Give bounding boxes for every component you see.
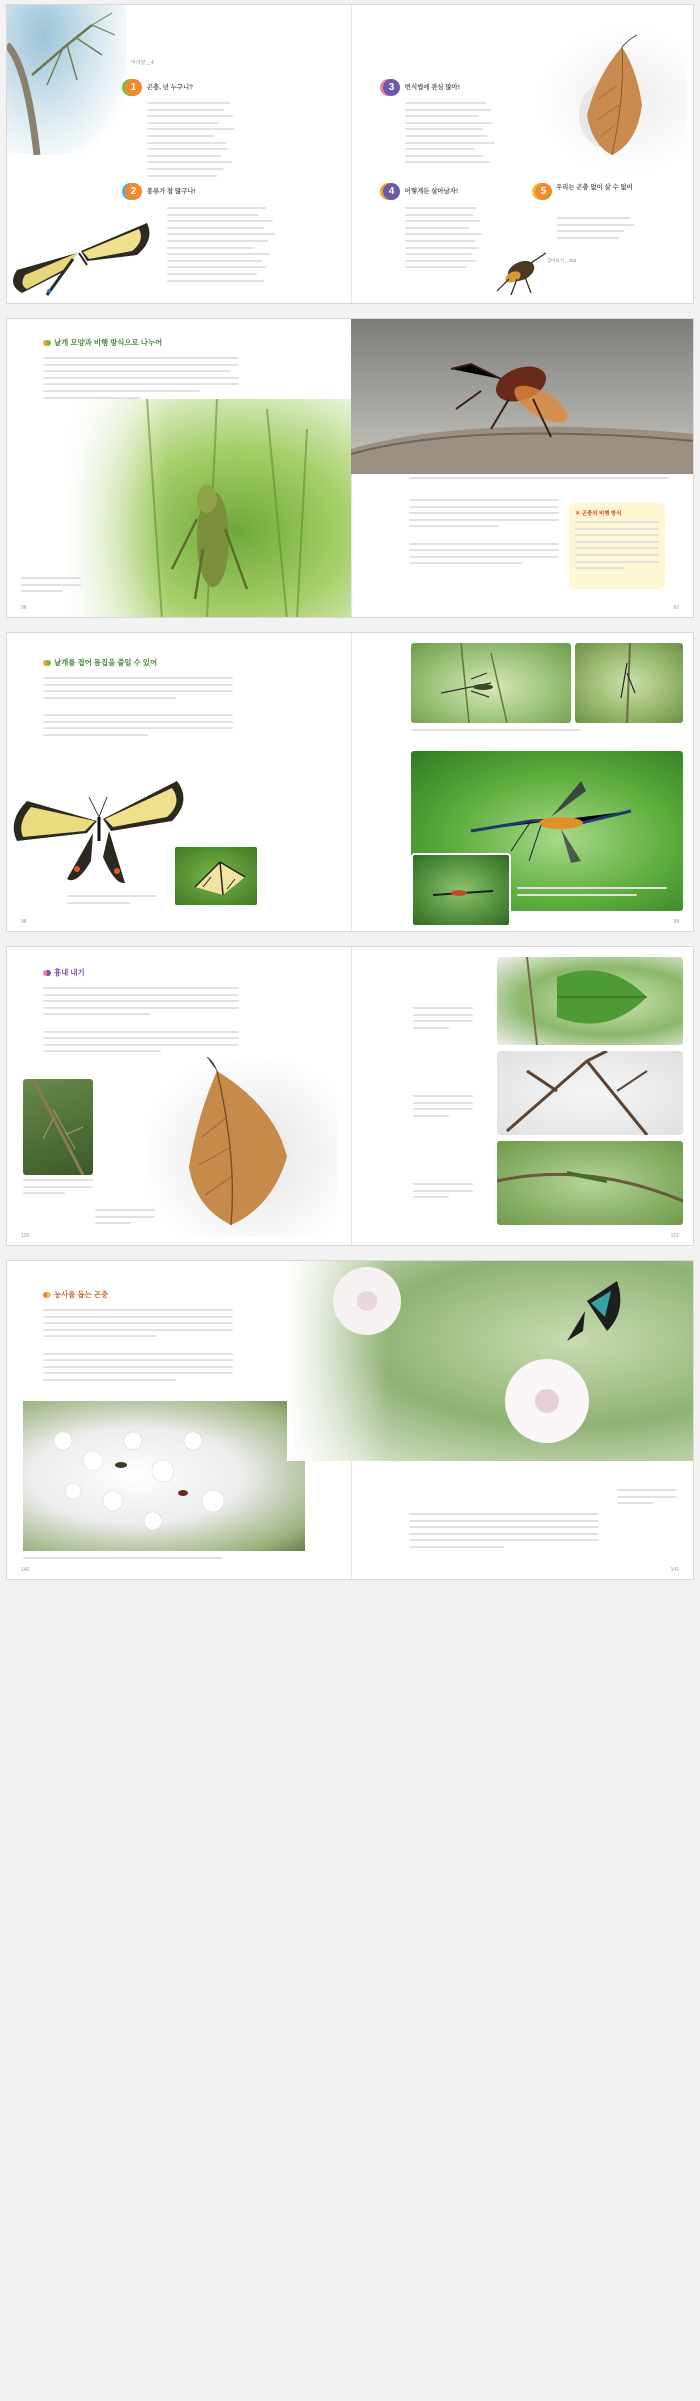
dead-leaf-butterfly-photo — [537, 25, 687, 175]
section-3-title[interactable] — [383, 79, 460, 96]
page-number-left: 140 — [21, 1567, 30, 1573]
mantis-photo — [7, 5, 127, 155]
section-5-badge: 5 — [535, 183, 552, 200]
leaf-butterfly-photo — [147, 1057, 337, 1237]
thistle-butterfly-photo — [287, 1261, 694, 1461]
page-number-right: 99 — [673, 919, 679, 925]
stick-insect-caption — [23, 1179, 93, 1199]
section-3-label: 번식법에 관심 많아! — [404, 84, 460, 92]
section-1-title[interactable] — [125, 79, 193, 96]
section-1-entries — [147, 102, 237, 181]
spread3-body-left — [43, 677, 233, 740]
branch-insect-photo — [497, 1051, 683, 1135]
page-number-right: 97 — [673, 605, 679, 611]
stick-insect-photo — [23, 1079, 93, 1175]
heading-marker — [43, 970, 51, 976]
leaf-katydid-photo — [497, 957, 683, 1045]
swallowtail-butterfly-photo — [7, 215, 157, 300]
page-number-left: 98 — [21, 919, 27, 925]
beetle-caption — [409, 477, 669, 484]
swallowtail-closed-photo — [173, 845, 259, 907]
wasp-caption — [517, 887, 667, 900]
section-5-label: 우리는 곤충 없이 살 수 없어 — [556, 184, 633, 191]
sidebar-text — [575, 521, 659, 569]
damselfly-photo-2 — [575, 643, 683, 723]
section-2-entries — [167, 207, 277, 286]
spread-flight — [6, 318, 694, 618]
spread5-heading-text: 농사를 돕는 곤충 — [54, 1290, 109, 1299]
spread5-body-left — [43, 1309, 233, 1386]
heading-marker — [43, 660, 51, 666]
spread5-heading — [43, 1289, 108, 1300]
leaf-butterfly-caption — [95, 1209, 155, 1229]
page-number-right: 141 — [670, 1567, 679, 1573]
section-2-badge: 2 — [125, 183, 142, 200]
section-5-title[interactable] — [535, 183, 665, 200]
gutter — [351, 5, 352, 303]
spread-contents — [6, 4, 694, 304]
spread4-heading — [43, 967, 85, 978]
spread2-body-right — [409, 499, 559, 569]
gutter — [351, 633, 352, 931]
toc-small-label — [35, 17, 36, 24]
swallowtail-open-photo — [7, 761, 197, 891]
spread5-body-right — [409, 1513, 599, 1553]
flower-cluster-photo — [23, 1401, 305, 1551]
heading-marker — [43, 340, 51, 346]
beetle-photo — [491, 243, 551, 299]
wasp-small-photo — [411, 853, 511, 927]
flower-caption — [23, 1557, 223, 1564]
sidebar-icon: ✽ — [575, 511, 582, 517]
section-3-entries — [405, 102, 497, 168]
spread-folding-wings — [6, 632, 694, 932]
section-5-entries — [557, 217, 637, 243]
spread4-heading-text: 흉내 내기 — [54, 968, 85, 977]
page-number-left: 120 — [21, 1233, 30, 1239]
section-4-badge: 4 — [383, 183, 400, 200]
spread-agriculture — [6, 1260, 694, 1580]
grasshopper-photo — [67, 399, 351, 618]
damselfly-caption — [411, 729, 581, 736]
caterpillar-photo — [497, 1141, 683, 1225]
spread2-heading-text: 날개 모양과 비행 방식으로 나누어 — [54, 338, 163, 347]
branch-insect-caption — [413, 1095, 473, 1121]
section-4-entries — [405, 207, 485, 273]
spread2-heading — [43, 337, 162, 348]
thistle-caption — [617, 1489, 677, 1509]
leaf-katydid-caption — [413, 1007, 473, 1033]
page-number-left: 96 — [21, 605, 27, 611]
section-1-label: 곤충, 넌 누구니? — [146, 84, 194, 92]
toc-intro[interactable]: 머리말 _ 4 — [131, 60, 154, 66]
section-2-title[interactable] — [125, 183, 196, 200]
section-3-badge: 3 — [383, 79, 400, 96]
section-2-label: 종류가 참 많구나! — [146, 188, 196, 196]
grasshopper-caption — [21, 577, 81, 597]
spread3-heading-text: 날개를 접어 몸집을 줄일 수 있어 — [54, 658, 158, 667]
spread-mimicry — [6, 946, 694, 1246]
spread4-body-left — [43, 987, 239, 1057]
flight-sidebar-box — [569, 503, 665, 589]
sidebar-title: ✽ 곤충의 비행 방식 — [575, 511, 622, 517]
page-number-right: 121 — [670, 1233, 679, 1239]
damselfly-photo-1 — [411, 643, 571, 723]
heading-marker — [43, 1292, 51, 1298]
swallowtail-caption — [67, 895, 157, 908]
caterpillar-caption — [413, 1183, 473, 1203]
spread2-body-left — [43, 357, 239, 403]
section-4-title[interactable] — [383, 183, 458, 200]
section-4-label: 어떻게든 살아남자! — [404, 188, 459, 196]
flying-beetle-photo — [351, 319, 694, 474]
spread3-heading — [43, 657, 157, 668]
index-entry[interactable]: 찾아보기 _ 154 — [547, 258, 577, 263]
gutter — [351, 947, 352, 1245]
section-1-badge: 1 — [125, 79, 142, 96]
